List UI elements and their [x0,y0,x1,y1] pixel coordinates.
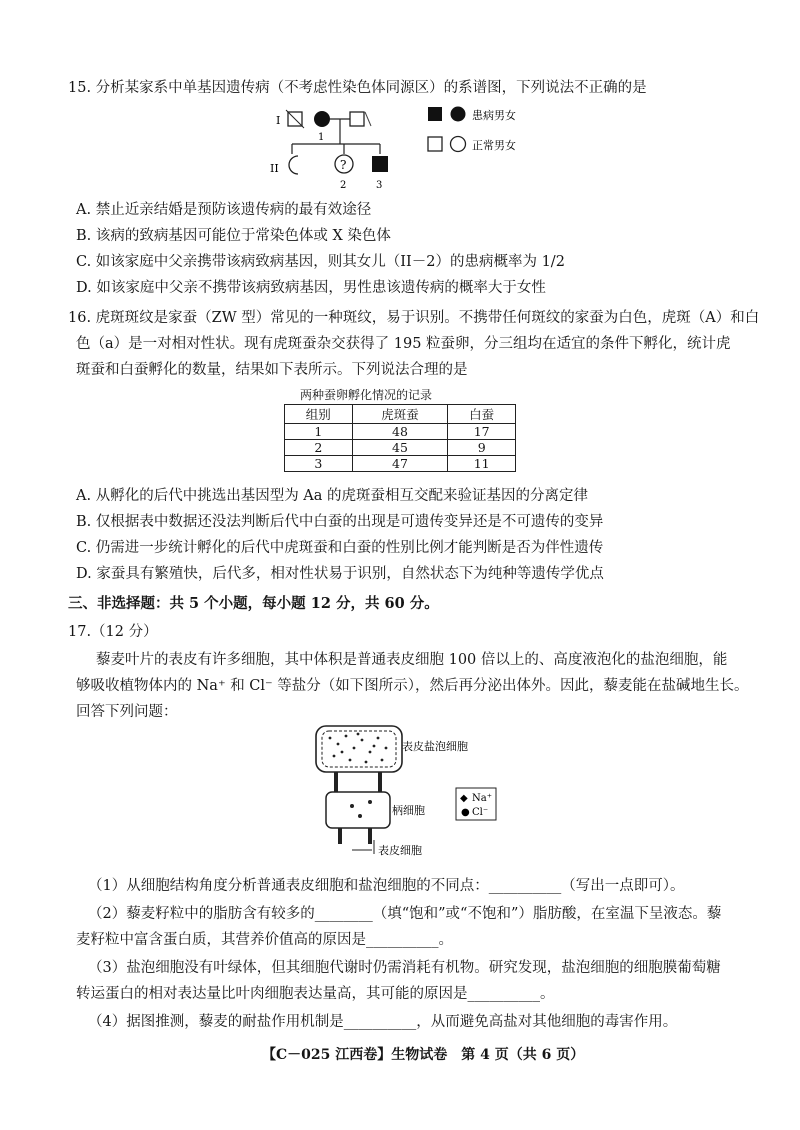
q16-option-c: C. 仍需进一步统计孵化的后代中虎斑蚕和白蚕的性别比例才能判断是否为伴性遗传 [76,540,604,556]
legend-normal-male-icon [428,137,442,151]
q15-option-d: D. 如该家庭中父亲不携带该病致病基因，男性患该遗传病的概率大于女性 [76,280,546,296]
stalk-cell-label: 柄细胞 [392,804,425,817]
ind-1-label: 1 [318,132,325,143]
q16-stem-line2: 色（a）是一对相对性状。现有虎斑蚕杂交获得了 195 粒蚕卵，分三组均在适宜的条件下孵化，统计虎 [76,336,731,352]
legend-normal-female-icon [451,137,466,152]
q17-sub4: （4）据图推测，藜麦的耐盐作用机制是__________，从而避免高盐对其他细胞的毒害作用。 [88,1014,678,1030]
q17-intro-line3: 回答下列问题： [76,704,178,720]
table-cell: 3 [285,456,353,472]
generation-II-label: II [270,162,279,175]
epidermis-cell-label: 表皮细胞 [378,844,422,857]
pedigree-affected-female [314,111,330,127]
stalk-cell [326,792,390,828]
q17-intro-line1: 藜麦叶片的表皮有许多细胞，其中体积是普通表皮细胞 100 倍以上的、高度液泡化的盐泡细胞，能 [96,652,728,668]
q16-stem-line3: 斑蚕和白蚕孵化的数量，结果如下表所示。下列说法合理的是 [76,362,468,378]
table-header-row [285,405,516,424]
q17-intro-line2: 够吸收植物体内的 Na⁺ 和 Cl⁻ 等盐分（如下图所示），然后再分泌出体外。因此，藜麦能在盐碱地生长。 [76,678,749,694]
ind-2-label: 2 [340,180,347,191]
table-cell: 11 [448,456,516,472]
q15-option-a: A. 禁止近亲结婚是预防该遗传病的最有效途径 [76,202,372,218]
table-header: 组别 [285,405,353,424]
table-cell: 1 [285,424,353,440]
q17-sub1: （1）从细胞结构角度分析普通表皮细胞和盐泡细胞的不同点：__________（写出一点即可）。 [88,878,685,894]
cl-legend-mark: ● [461,807,470,818]
pedigree-II3-affected-male [372,156,388,172]
table-row [285,456,516,472]
legend-affected-female-icon [451,107,466,122]
q17-sub2-line1: （2）藜麦籽粒中的脂肪含有较多的________（填“饱和”或“不饱和”）脂肪酸，在室温下呈液态。藜 [88,906,722,922]
generation-I-label: I [276,114,281,127]
q16-option-d: D. 家蚕具有繁殖快，后代多，相对性状易于识别，自然状态下为纯种等遗传学优点 [76,566,604,582]
legend-affected-label: 患病男女 [472,109,516,122]
section-three-heading: 三、非选择题：共 5 个小题，每小题 12 分，共 60 分。 [68,595,439,612]
ind-3-label: 3 [376,180,383,191]
table-cell: 45 [352,440,448,456]
unknown-mark: ? [340,158,347,172]
table-cell: 9 [448,440,516,456]
salt-bladder-figure [308,722,508,862]
transport-channels [334,772,382,844]
q15-option-c: C. 如该家庭中父亲携带该病致病基因，则其女儿（II－2）的患病概率为 1/2 [76,254,565,270]
cl-legend-label: Cl⁻ [472,807,489,818]
table-row [285,440,516,456]
page-footer: 【C－025 江西卷】生物试卷 第 4 页（共 6 页） [262,1047,585,1063]
q17-sub2-line2: 麦籽粒中富含蛋白质，其营养价值高的原因是__________。 [76,932,453,948]
q15-option-b: B. 该病的致病基因可能位于常染色体或 X 染色体 [76,228,391,244]
q17-sub3-line1: （3）盐泡细胞没有叶绿体，但其细胞代谢时仍需消耗有机物。研究发现，盐泡细胞的细胞膜葡萄糖 [88,960,721,976]
table-cell: 17 [448,424,516,440]
hatch-table-caption: 两种蚕卵孵化情况的记录 [300,388,433,402]
q15-stem: 15. 分析某家系中单基因遗传病（不考虑性染色体同源区）的系谱图，下列说法不正确的是 [68,80,647,96]
na-legend-label: Na⁺ [472,793,492,804]
table-cell: 47 [352,456,448,472]
na-legend-mark: ◆ [460,793,468,804]
table-header: 白蚕 [448,405,516,424]
table-cell: 2 [285,440,353,456]
pedigree-II-left-partial [289,156,298,174]
pedigree-normal-male [350,112,364,126]
q16-stem-line1: 16. 虎斑斑纹是家蚕（ZW 型）常见的一种斑纹，易于识别。不携带任何斑纹的家蚕为白色，虎斑（A）和白 [68,310,760,326]
ion-particles [329,733,388,764]
hatch-table [284,404,516,472]
q17-header: 17.（12 分） [68,624,158,640]
q16-option-b: B. 仅根据表中数据还没法判断后代中白蚕的出现是可遗传变异还是不可遗传的变异 [76,514,604,530]
salt-bladder-cell-label: 表皮盐泡细胞 [402,740,468,753]
pedigree-diagram [262,100,562,192]
salt-bladder-cell [316,726,402,772]
q16-option-a: A. 从孵化的后代中挑选出基因型为 Aa 的虎斑蚕相互交配来验证基因的分离定律 [76,488,589,504]
q17-sub3-line2: 转运蛋白的相对表达量比叶肉细胞表达量高，其可能的原因是__________。 [76,986,555,1002]
legend-normal-label: 正常男女 [472,139,516,152]
table-row [285,424,516,440]
legend-affected-male-icon [428,107,442,121]
table-header: 虎斑蚕 [352,405,448,424]
table-cell: 48 [352,424,448,440]
